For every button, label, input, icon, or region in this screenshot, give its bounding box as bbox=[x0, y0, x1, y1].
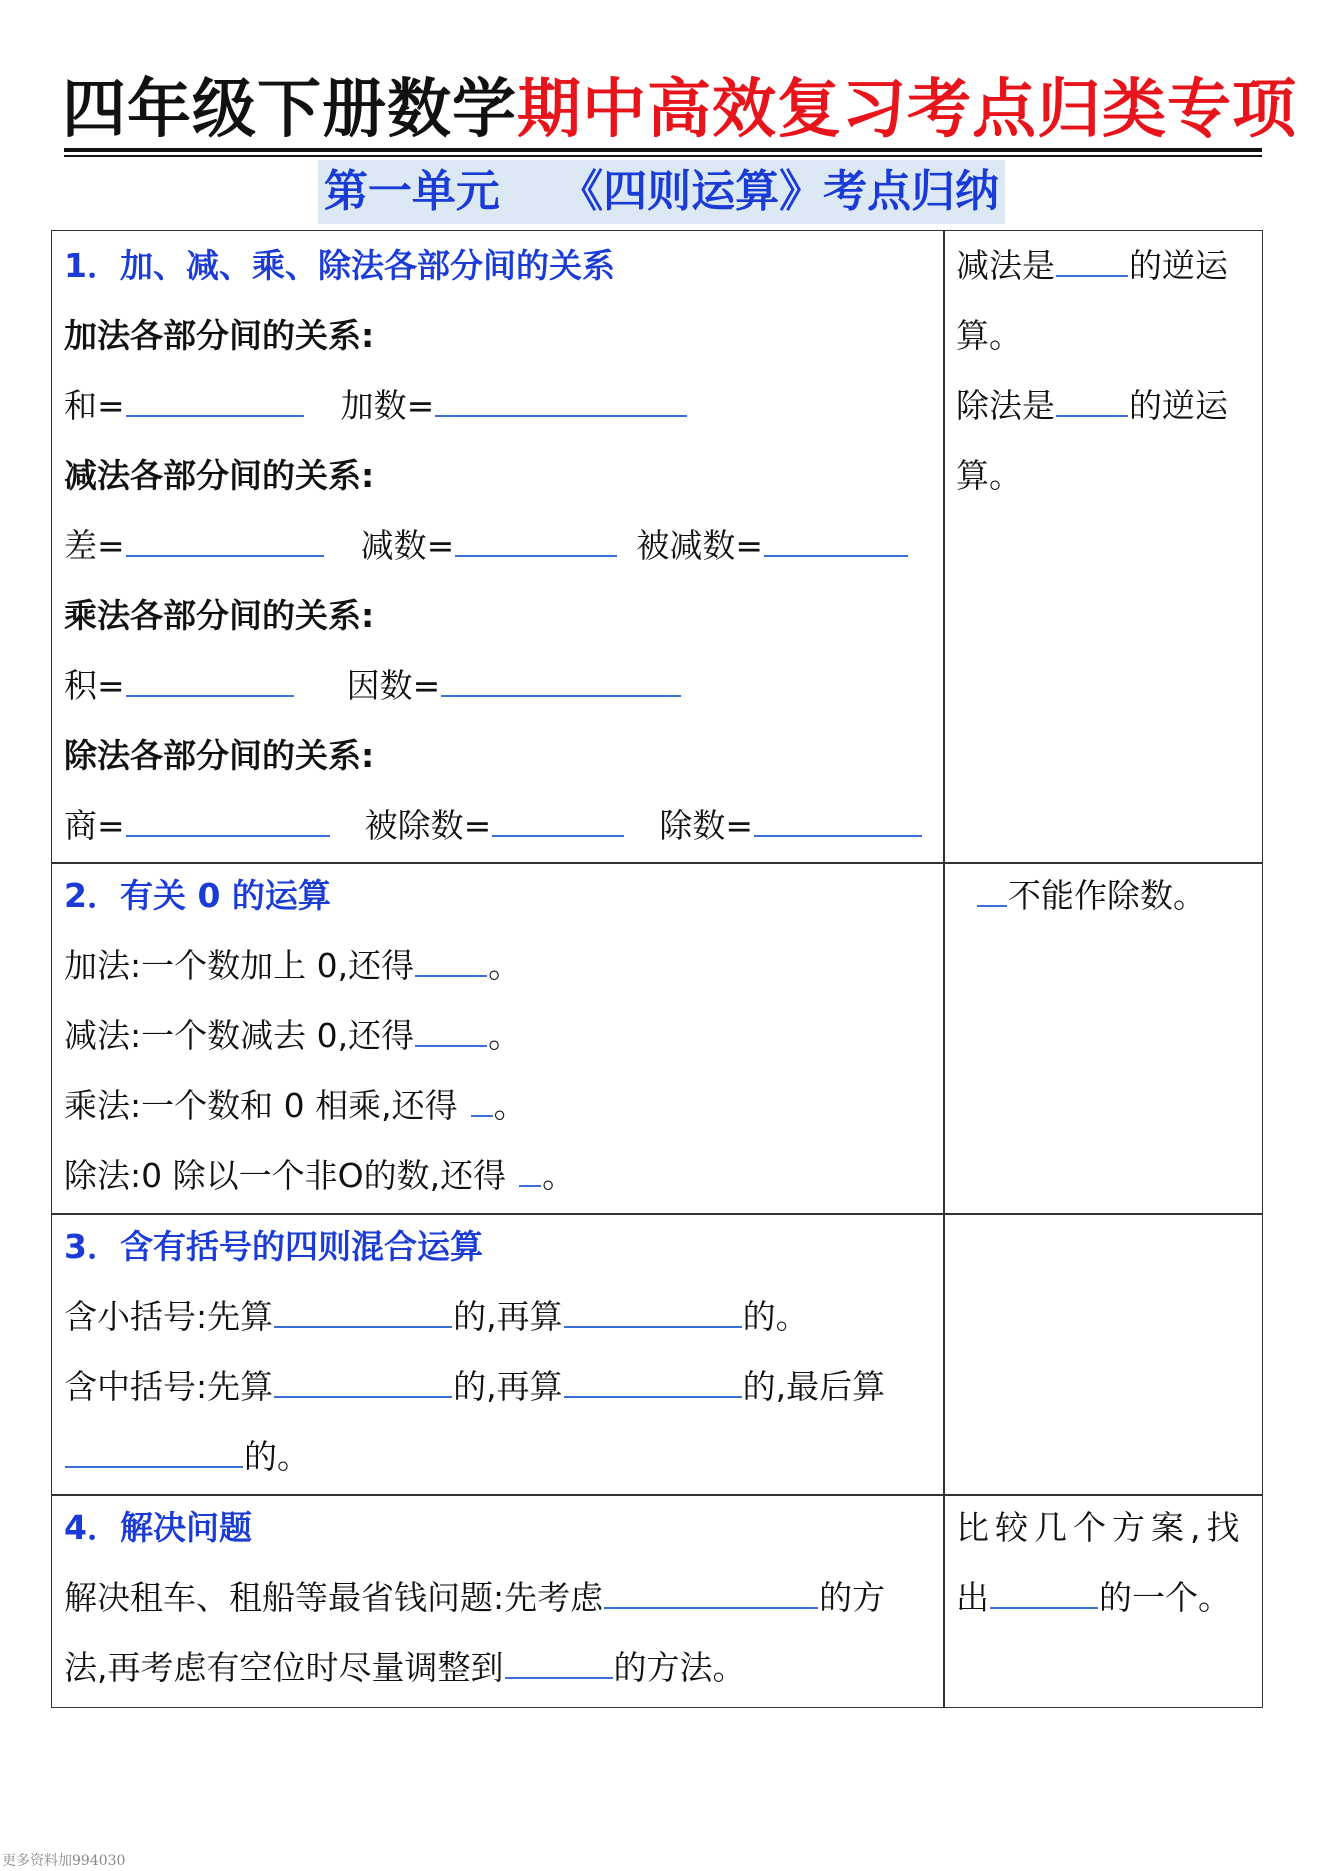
sub-inverse-blank[interactable] bbox=[1056, 274, 1128, 277]
side-note-text: 减法是 bbox=[956, 246, 1055, 285]
difference-label: 差= bbox=[64, 526, 125, 565]
div-relation-title: 除法各部分间的关系: bbox=[64, 736, 375, 775]
side-note-sub-inverse-2: 算。 bbox=[956, 316, 1022, 355]
problem-line-1 bbox=[64, 1576, 885, 1620]
mid-bracket-third-blank[interactable] bbox=[65, 1465, 243, 1468]
section-1-heading: 1．加、减、乘、除法各部分间的关系 bbox=[64, 246, 615, 285]
mul-relation-title: 乘法各部分间的关系: bbox=[64, 596, 375, 635]
row-divider-1 bbox=[51, 862, 1263, 864]
problem-text: 法,再考虑有空位时尽量调整到 bbox=[64, 1648, 504, 1687]
zero-divisor-blank[interactable] bbox=[977, 904, 1007, 907]
addend-label: 加数= bbox=[340, 386, 435, 425]
zero-mul-line bbox=[64, 1084, 527, 1128]
period: 。 bbox=[488, 1016, 522, 1055]
row-divider-2 bbox=[51, 1213, 1263, 1215]
no-empty-seat-blank[interactable] bbox=[505, 1676, 613, 1679]
side-note-text: 的一个。 bbox=[1099, 1578, 1231, 1617]
zero-div-line bbox=[64, 1154, 575, 1198]
mid-bracket-text: 的,最后算 bbox=[742, 1367, 886, 1406]
row-divider-3 bbox=[51, 1494, 1263, 1496]
small-bracket-text: 的,再算 bbox=[453, 1297, 563, 1336]
small-bracket-text: 的。 bbox=[742, 1297, 809, 1336]
side-note-text: 除法是 bbox=[956, 386, 1055, 425]
small-bracket-first-blank[interactable] bbox=[274, 1325, 452, 1328]
mid-bracket-text: 含中括号:先算 bbox=[64, 1367, 274, 1406]
page-title bbox=[62, 68, 1297, 152]
problem-text: 的方 bbox=[819, 1578, 886, 1617]
addend-blank[interactable] bbox=[435, 414, 687, 417]
dividend-label: 被除数= bbox=[364, 806, 492, 845]
title-red-part: 期中高效复习考点归类专项 bbox=[517, 73, 1297, 147]
zero-sub-blank[interactable] bbox=[415, 1044, 487, 1047]
div-inverse-blank[interactable] bbox=[1056, 414, 1128, 417]
title-rule-thin bbox=[64, 155, 1262, 157]
cheapest-one-blank[interactable] bbox=[990, 1606, 1098, 1609]
factor-label: 因数= bbox=[346, 666, 441, 705]
sub-relation-line bbox=[64, 524, 909, 568]
product-blank[interactable] bbox=[126, 694, 294, 697]
period: 。 bbox=[488, 946, 522, 985]
mid-bracket-second-blank[interactable] bbox=[564, 1395, 742, 1398]
side-note-compare-1: 比较几个方案,找 bbox=[956, 1508, 1246, 1547]
side-note-compare-2 bbox=[956, 1576, 1231, 1620]
difference-blank[interactable] bbox=[126, 554, 324, 557]
dividend-blank[interactable] bbox=[492, 834, 624, 837]
problem-line-2 bbox=[64, 1646, 746, 1690]
divisor-blank[interactable] bbox=[754, 834, 922, 837]
mid-bracket-first-blank[interactable] bbox=[274, 1395, 452, 1398]
sum-blank[interactable] bbox=[126, 414, 304, 417]
side-note-div-inverse-1 bbox=[956, 384, 1228, 428]
side-note-zero-divisor bbox=[976, 874, 1206, 918]
quotient-label: 商= bbox=[64, 806, 125, 845]
period: 。 bbox=[493, 1086, 527, 1125]
minuend-label: 被减数= bbox=[636, 526, 763, 565]
side-note-text: 出 bbox=[956, 1578, 989, 1617]
zero-mul-text: 乘法:一个数和 0 相乘,还得 bbox=[64, 1086, 458, 1125]
side-note-div-inverse-2: 算。 bbox=[956, 456, 1022, 495]
section-3-heading: 3．含有括号的四则混合运算 bbox=[64, 1227, 483, 1266]
footer-watermark: 更多资料加994030 bbox=[2, 1853, 126, 1869]
section-2-heading: 2．有关 0 的运算 bbox=[64, 876, 331, 915]
cheapest-plan-blank[interactable] bbox=[604, 1606, 818, 1609]
sub-relation-title: 减法各部分间的关系: bbox=[64, 456, 375, 495]
small-bracket-line bbox=[64, 1295, 809, 1339]
side-note-text: 不能作除数。 bbox=[1008, 876, 1206, 915]
mid-bracket-line-2 bbox=[64, 1435, 310, 1479]
zero-add-line bbox=[64, 944, 521, 988]
quotient-blank[interactable] bbox=[126, 834, 330, 837]
div-relation-line bbox=[64, 804, 923, 848]
problem-text: 解决租车、租船等最省钱问题:先考虑 bbox=[64, 1578, 604, 1617]
unit-heading: 第一单元 《四则运算》考点归纳 bbox=[318, 160, 1005, 224]
add-relation-title: 加法各部分间的关系: bbox=[64, 316, 375, 355]
problem-text: 的方法。 bbox=[613, 1648, 746, 1687]
side-note-text: 的逆运 bbox=[1129, 386, 1228, 425]
small-bracket-second-blank[interactable] bbox=[564, 1325, 742, 1328]
zero-sub-line bbox=[64, 1014, 521, 1058]
subtrahend-label: 减数= bbox=[360, 526, 455, 565]
zero-add-blank[interactable] bbox=[415, 974, 487, 977]
sum-label: 和= bbox=[64, 386, 125, 425]
mid-bracket-text: 的,再算 bbox=[453, 1367, 563, 1406]
side-note-sub-inverse-1 bbox=[956, 244, 1228, 288]
title-black-part: 四年级下册数学 bbox=[62, 73, 517, 147]
zero-div-text: 除法:0 除以一个非O的数,还得 bbox=[64, 1156, 507, 1195]
small-bracket-text: 含小括号:先算 bbox=[64, 1297, 274, 1336]
zero-add-text: 加法:一个数加上 0,还得 bbox=[64, 946, 415, 985]
add-relation-line bbox=[64, 384, 688, 428]
unit-heading-wrap bbox=[0, 160, 1323, 224]
minuend-blank[interactable] bbox=[764, 554, 908, 557]
section-4-heading: 4．解决问题 bbox=[64, 1508, 252, 1547]
zero-sub-text: 减法:一个数减去 0,还得 bbox=[64, 1016, 415, 1055]
mid-bracket-text: 的。 bbox=[244, 1437, 310, 1476]
zero-mul-blank[interactable] bbox=[471, 1114, 493, 1117]
mul-relation-line bbox=[64, 664, 682, 708]
side-note-text: 的逆运 bbox=[1129, 246, 1228, 285]
divisor-label: 除数= bbox=[659, 806, 753, 845]
title-rule-thick bbox=[64, 148, 1262, 152]
column-divider bbox=[943, 230, 945, 1708]
zero-div-blank[interactable] bbox=[519, 1184, 541, 1187]
subtrahend-blank[interactable] bbox=[455, 554, 617, 557]
factor-blank[interactable] bbox=[441, 694, 681, 697]
mid-bracket-line bbox=[64, 1365, 885, 1409]
period: 。 bbox=[542, 1156, 576, 1195]
product-label: 积= bbox=[64, 666, 125, 705]
